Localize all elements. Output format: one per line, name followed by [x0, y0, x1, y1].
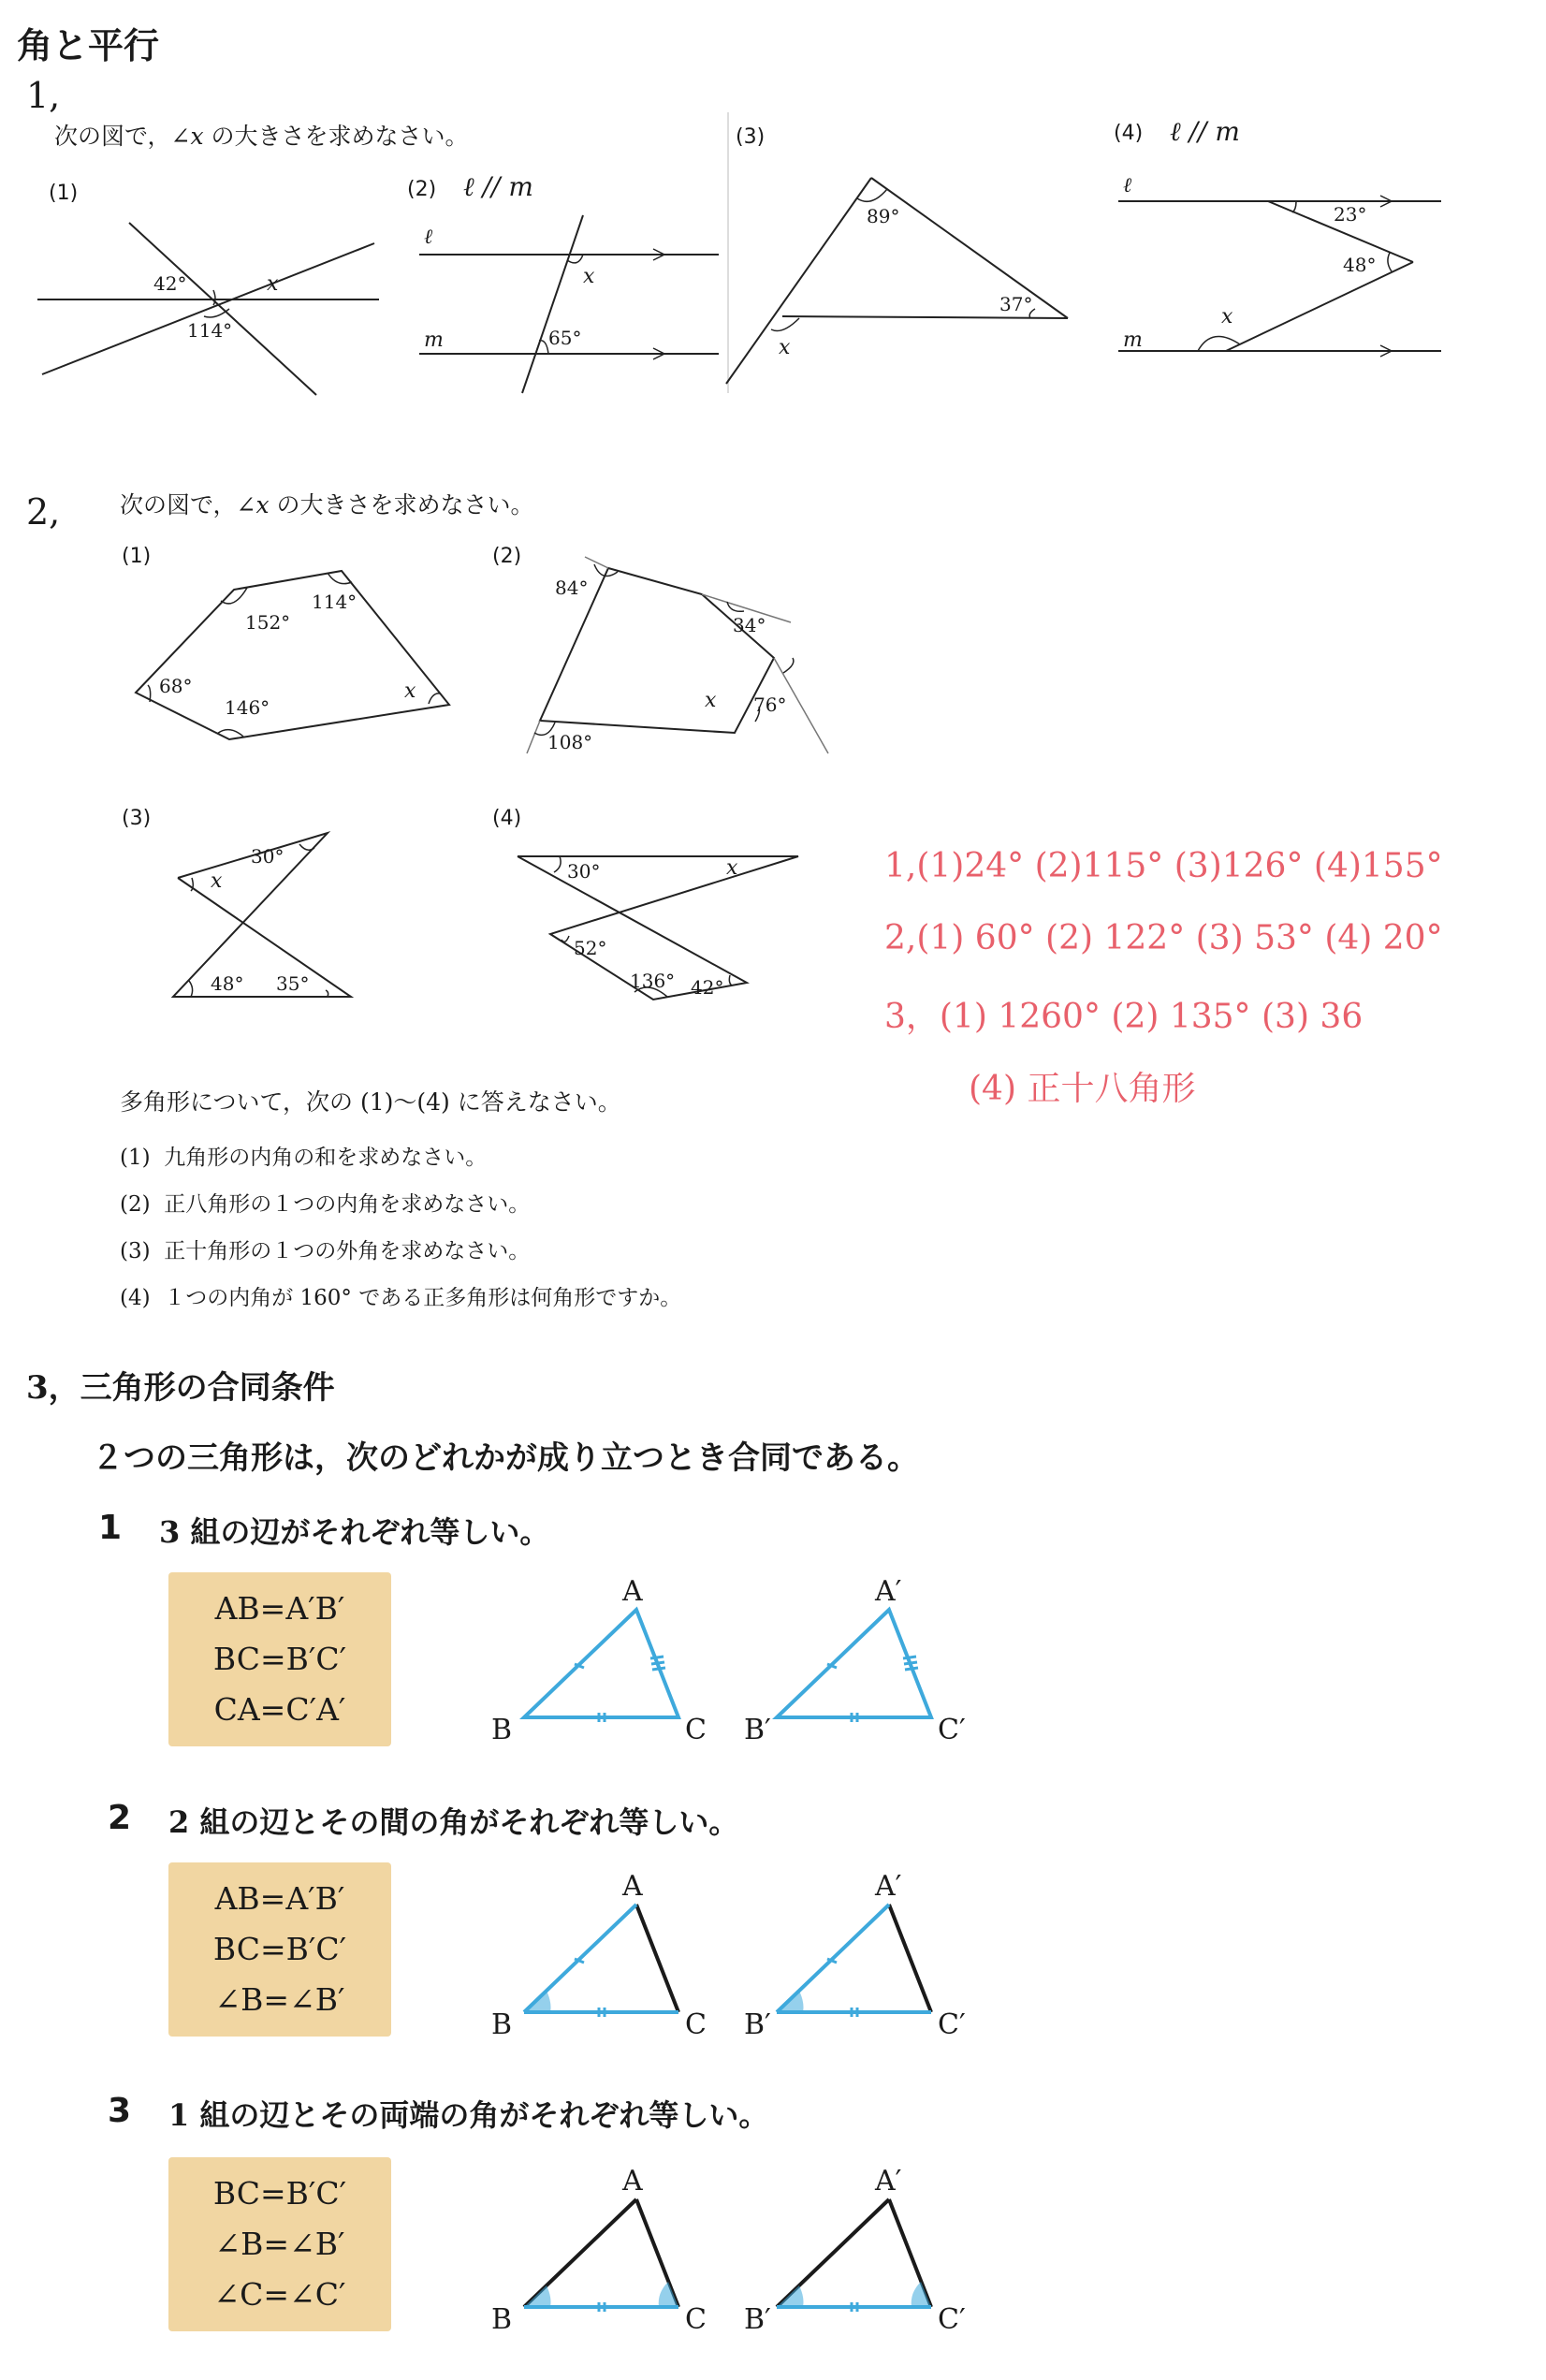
cond1-eq3: CA=C′A′ [213, 1691, 346, 1728]
cond3-label-A2: A′ [875, 2165, 902, 2197]
section3-heading: 3，三角形の合同条件 [26, 1369, 335, 1407]
cond3-eq1: BC=B′C′ [212, 2175, 347, 2212]
s1-p2-line-l: ℓ [424, 226, 433, 249]
s2-p1-angle-146: 146° [225, 696, 270, 719]
s2-p2-angle-108: 108° [547, 731, 593, 753]
s2-p3-figure [168, 824, 365, 1011]
polygon-q4-label: (4) [120, 1286, 151, 1310]
page-title: 角と平行 [17, 24, 160, 66]
s1-p4-label: (4) [1114, 122, 1144, 145]
polygon-q3-label: (3) [120, 1239, 151, 1263]
s1-p3-label: (3) [736, 125, 766, 149]
section1-instruction: 次の図で，∠𝑥 の大きさを求めなさい。 [54, 123, 469, 150]
cond3-eq2: ∠B=∠B′ [214, 2226, 345, 2262]
s2-p4-angle-42: 42° [691, 976, 724, 999]
s1-p1-label: (1) [49, 182, 79, 205]
polygon-q4 [120, 1280, 681, 1311]
s1-p2-var: x [583, 265, 595, 288]
cond2-label-B: B [491, 2008, 513, 2041]
s1-p4-line-m: m [1123, 329, 1143, 352]
s2-p2-label: (2) [492, 545, 522, 568]
answer-line-3: 3，(1) 1260° (2) 135° (3) 36 [884, 998, 1364, 1036]
s1-p2-angle-65: 65° [548, 327, 582, 349]
polygon-q2-label: (2) [120, 1192, 151, 1217]
cond2-label-A2: A′ [875, 1870, 902, 1903]
cond2-text: 2 組の辺とその間の角がそれぞれ等しい。 [168, 1804, 739, 1840]
s1-p1-var: x [267, 272, 279, 296]
cond1-label-A2: A′ [875, 1575, 902, 1608]
cond3-text: 1 組の辺とその両端の角がそれぞれ等しい。 [168, 2097, 769, 2133]
cond2-label-C2: C′ [938, 2008, 966, 2041]
cond1-label-B: B [491, 1714, 513, 1746]
cond2-number: 2 [108, 1799, 132, 1837]
answer-line-4: (4) 正十八角形 [969, 1070, 1196, 1108]
s2-p1-angle-114: 114° [312, 591, 357, 613]
cond3-label-C2: C′ [938, 2303, 966, 2336]
s1-p2-label: (2) [407, 178, 437, 201]
s2-p4-label: (4) [492, 807, 522, 830]
s1-p2-condition: ℓ // m [463, 171, 533, 202]
cond2-label-B2: B′ [744, 2008, 771, 2041]
polygon-q1-text: 九角形の内角の和を求めなさい。 [164, 1146, 488, 1170]
polygon-q2 [120, 1187, 530, 1218]
cond3-label-C: C [685, 2303, 707, 2336]
s2-p4-angle-136: 136° [630, 970, 676, 992]
answer-line-2: 2,(1) 60° (2) 122° (3) 53° (4) 20° [884, 919, 1443, 957]
cond3-label-A: A [622, 2165, 643, 2197]
s2-p1-angle-152: 152° [245, 611, 291, 634]
s2-p3-angle-48: 48° [211, 972, 244, 995]
polygon-q2-text: 正八角形の１つの内角を求めなさい。 [164, 1192, 531, 1217]
answer-line-1: 1,(1)24° (2)115° (3)126° (4)155° [884, 847, 1443, 885]
cond3-number: 3 [108, 2092, 132, 2130]
cond1-box [168, 1572, 391, 1746]
cond1-label-C2: C′ [938, 1714, 966, 1746]
s1-p2-line-m: m [424, 329, 444, 352]
s2-p3-angle-30: 30° [251, 845, 284, 868]
s2-p2-angle-76: 76° [753, 694, 787, 716]
s1-p2-figure [419, 215, 728, 402]
cond3-label-B: B [491, 2303, 513, 2336]
section2-instruction: 次の図で，∠𝑥 の大きさを求めなさい。 [120, 491, 534, 518]
cond1-triangles [487, 1563, 973, 1750]
s2-p3-label: (3) [122, 807, 152, 830]
polygon-q4-text: １つの内角が 160° である正多角形は何角形ですか。 [164, 1286, 682, 1310]
cond1-label-B2: B′ [744, 1714, 771, 1746]
cond1-text: 3 組の辺がそれぞれ等しい。 [159, 1514, 550, 1550]
polygon-q3-text: 正十角形の１つの外角を求めなさい。 [164, 1239, 531, 1263]
cond2-eq2: BC=B′C′ [212, 1931, 347, 1967]
cond3-box [168, 2157, 391, 2331]
section2-number: 2, [26, 491, 61, 533]
cond2-label-A: A [622, 1870, 643, 1903]
cond2-eq1: AB=A′B′ [214, 1880, 345, 1917]
s2-p2-angle-34: 34° [733, 614, 766, 636]
cond1-label-A: A [622, 1575, 643, 1608]
cond3-label-B2: B′ [744, 2303, 771, 2336]
cond2-triangles [487, 1858, 973, 2045]
cond3-triangles [487, 2153, 973, 2340]
polygon-q1 [120, 1140, 487, 1171]
polygon-q3 [120, 1234, 530, 1264]
s1-p4-line-l: ℓ [1123, 174, 1132, 197]
cond1-label-C: C [685, 1714, 707, 1746]
polygon-q1-label: (1) [120, 1146, 151, 1170]
s2-p3-angle-35: 35° [276, 972, 310, 995]
cond3-eq3: ∠C=∠C′ [213, 2276, 346, 2313]
s1-p4-condition: ℓ // m [1170, 116, 1240, 147]
s2-p4-angle-30: 30° [567, 860, 601, 883]
cond1-eq2: BC=B′C′ [212, 1641, 347, 1677]
s2-p1-var: x [404, 679, 416, 703]
s2-p1-label: (1) [122, 545, 152, 568]
cond2-eq3: ∠B=∠B′ [214, 1981, 345, 2018]
s1-p3-angle-37: 37° [999, 293, 1033, 315]
cond1-number: 1 [98, 1509, 123, 1547]
s1-p4-figure [1118, 168, 1455, 374]
s2-p4-figure [513, 842, 812, 1020]
s2-p4-angle-52: 52° [574, 937, 607, 959]
s1-p4-angle-48: 48° [1343, 254, 1377, 276]
s1-p1-angle-114: 114° [187, 319, 233, 342]
s1-p4-angle-23: 23° [1334, 203, 1367, 226]
s1-p3-angle-89: 89° [867, 205, 900, 227]
cond1-eq1: AB=A′B′ [214, 1590, 345, 1627]
s2-p2-var: x [705, 689, 717, 712]
s1-p3-var: x [779, 336, 791, 359]
s2-p1-angle-68: 68° [159, 675, 193, 697]
cond2-box [168, 1862, 391, 2037]
s1-p3-figure [726, 168, 1082, 393]
s2-p3-var: x [211, 869, 223, 893]
section3-intro: ２つの三角形は，次のどれかが成り立つとき合同である。 [92, 1439, 919, 1477]
s2-p1-figure [131, 562, 468, 749]
s2-p2-figure [519, 557, 838, 772]
polygon-intro: 多角形について，次の (1)～(4) に答えなさい。 [120, 1088, 621, 1116]
s2-p4-var: x [726, 856, 738, 880]
s1-p1-figure [37, 215, 393, 402]
s1-p1-angle-42: 42° [153, 272, 187, 295]
s2-p2-angle-84: 84° [555, 577, 589, 599]
s1-p4-var: x [1221, 305, 1233, 329]
section1-number: 1, [26, 75, 61, 116]
cond2-label-C: C [685, 2008, 707, 2041]
